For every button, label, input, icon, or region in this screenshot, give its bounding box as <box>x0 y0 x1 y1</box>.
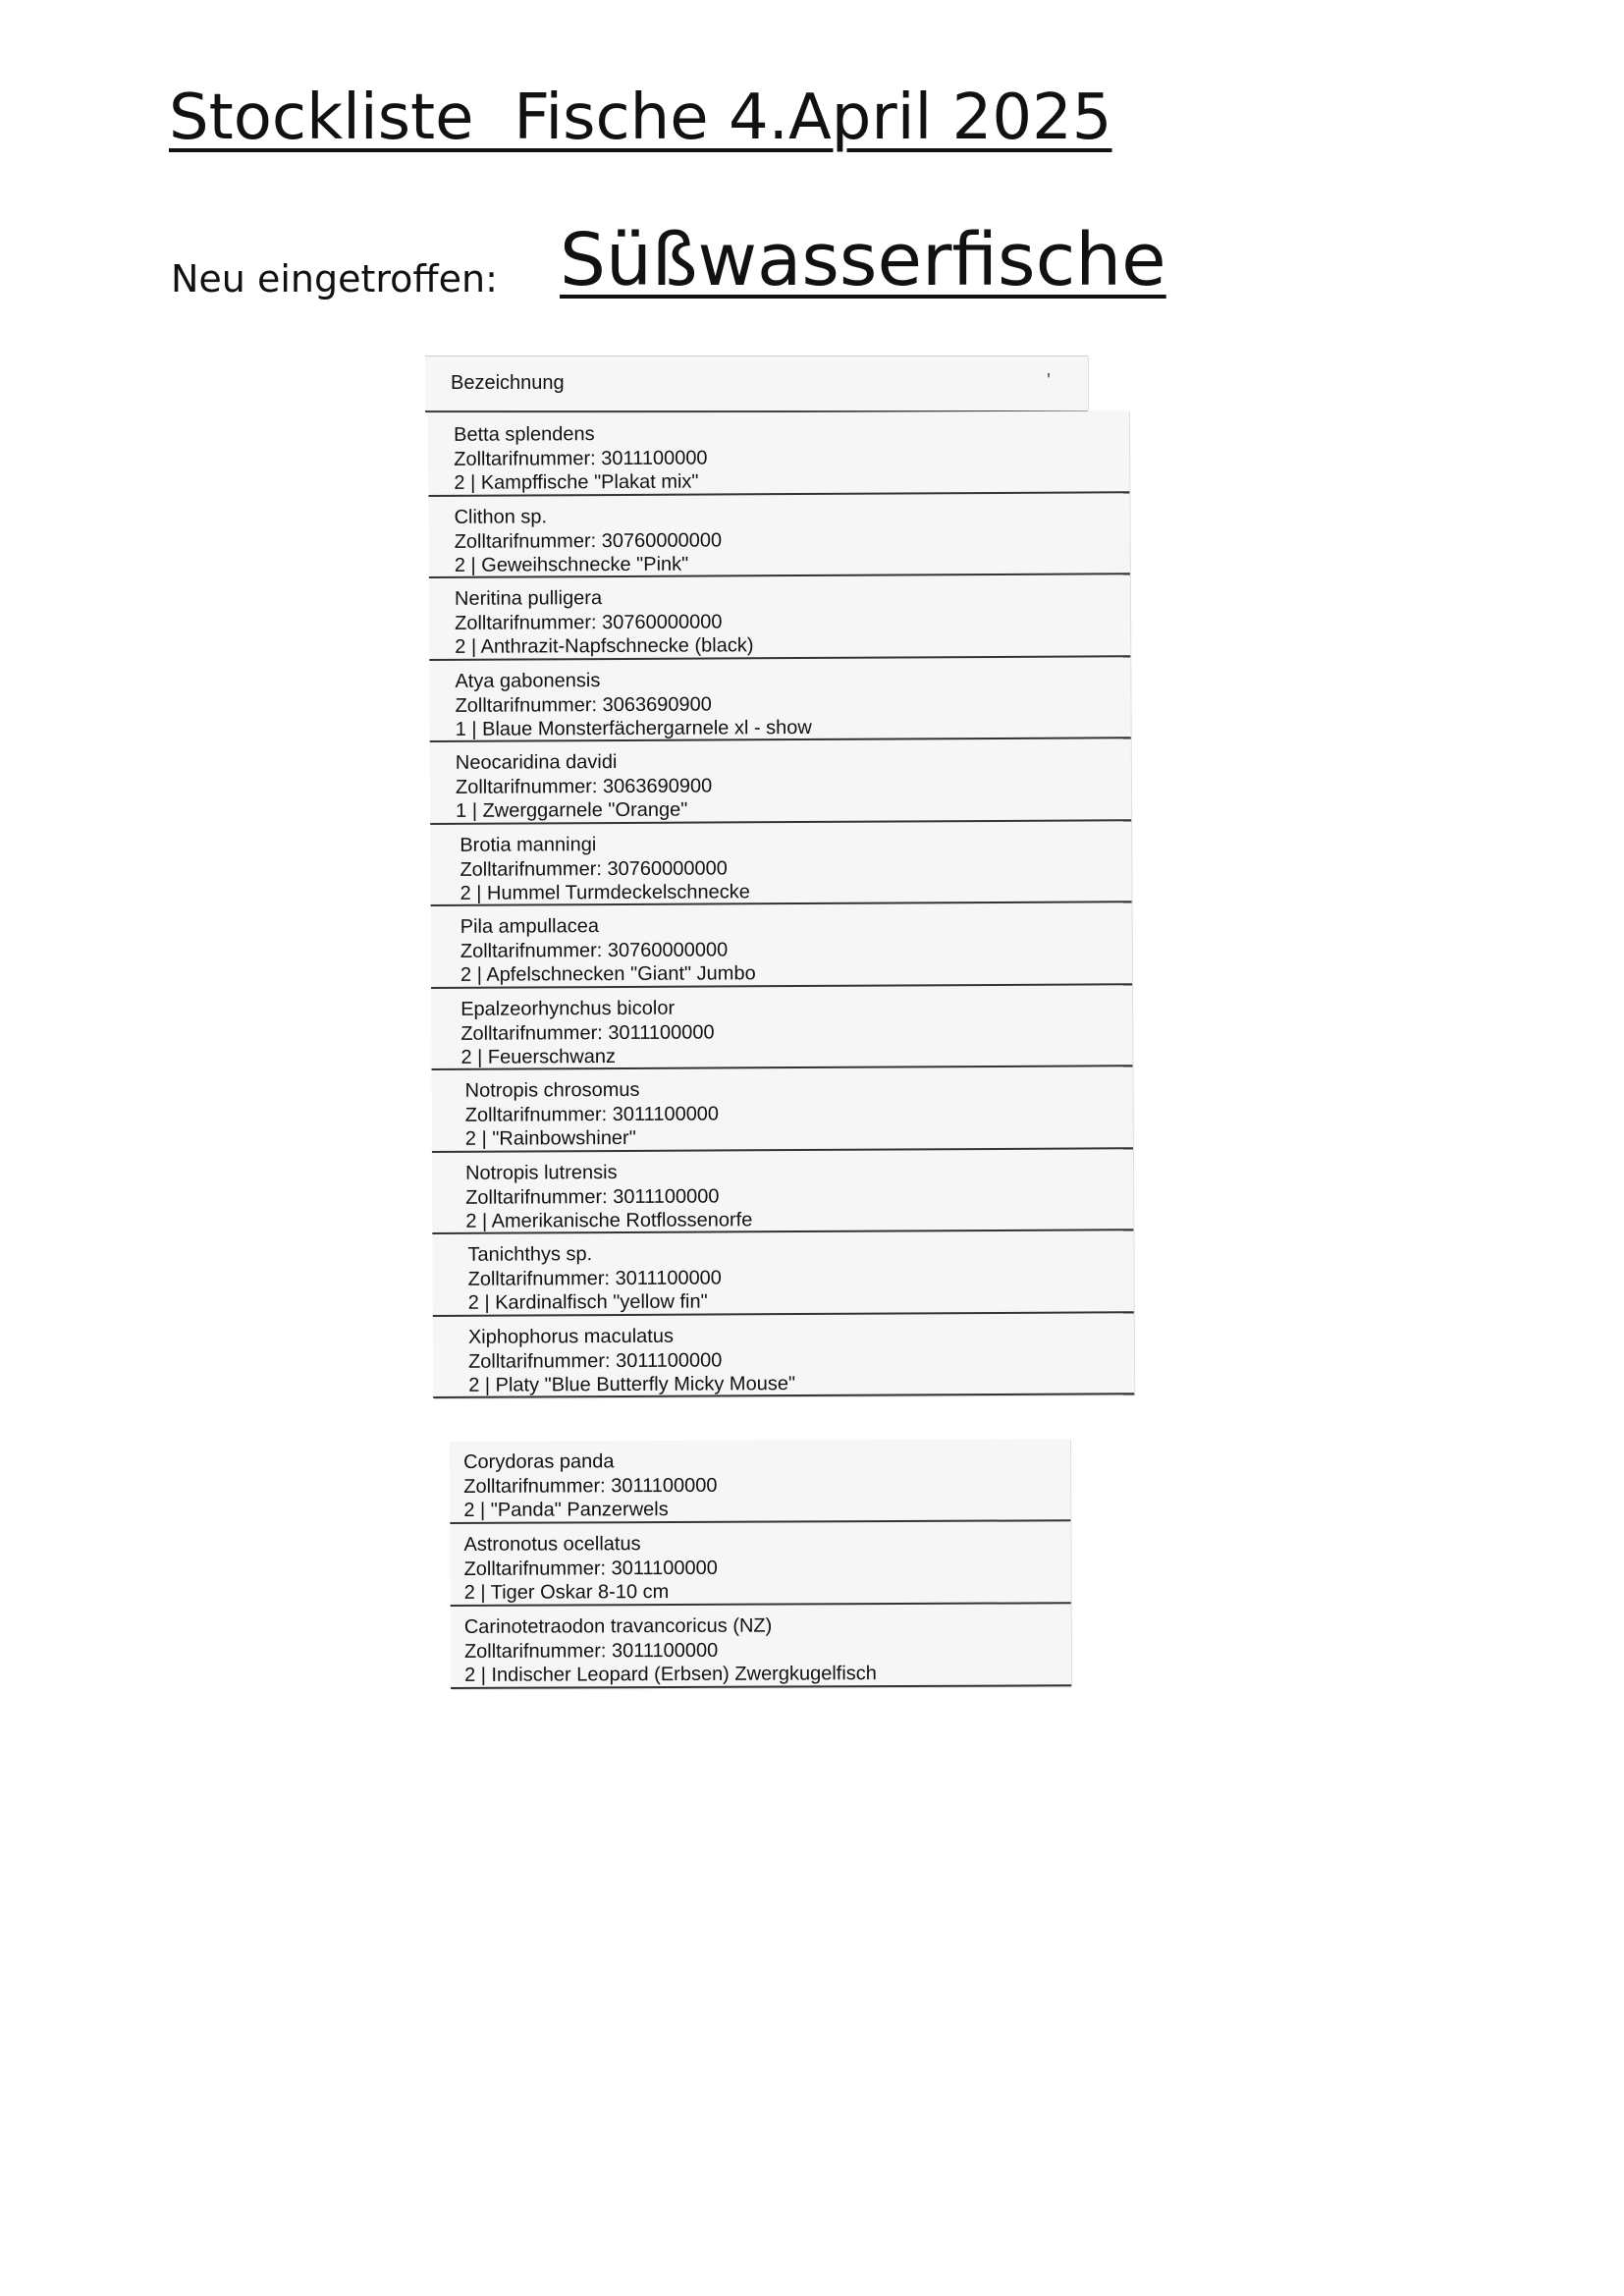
header-mark: ' <box>1047 370 1051 392</box>
species-name: Tanichthys sp. <box>467 1243 593 1266</box>
list-item <box>428 410 1129 496</box>
list-item <box>451 1604 1071 1689</box>
list-item <box>429 574 1130 660</box>
tariff-number: Zolltarifnummer: 3011100000 <box>464 1103 720 1126</box>
list-item <box>432 1149 1133 1234</box>
item-description: 2 | Platy "Blue Butterfly Micky Mouse" <box>468 1372 796 1396</box>
item-description: 2 | Geweihschnecke "Pink" <box>454 553 689 576</box>
species-name: Betta splendens <box>454 423 595 446</box>
item-description: 2 | Hummel Turmdeckelschnecke <box>460 880 750 904</box>
list-item <box>433 1313 1134 1398</box>
species-name: Corydoras panda <box>463 1450 615 1473</box>
tariff-number: Zolltarifnummer: 3011100000 <box>463 1639 719 1663</box>
list-item <box>429 657 1130 742</box>
tariff-number: Zolltarifnummer: 3011100000 <box>465 1184 720 1209</box>
item-description: 1 | Blaue Monsterfächergarnele xl - show <box>455 716 812 740</box>
list-item <box>432 1230 1133 1316</box>
tariff-number: Zolltarifnummer: 30760000000 <box>460 939 729 962</box>
species-name: Clithon sp. <box>454 505 548 528</box>
tariff-number: Zolltarifnummer: 3063690900 <box>455 692 712 717</box>
item-description: 2 | "Rainbowshiner" <box>464 1126 636 1150</box>
tariff-number: Zolltarifnummer: 3011100000 <box>463 1474 718 1498</box>
tariff-number: Zolltarifnummer: 30760000000 <box>454 528 723 553</box>
species-name: Pila ampullacea <box>460 915 599 938</box>
species-name: Neritina pulligera <box>454 587 603 610</box>
category-heading: Süßwasserfische <box>560 218 1166 302</box>
tariff-number: Zolltarifnummer: 3011100000 <box>467 1348 723 1373</box>
stock-list-group-one <box>428 410 1134 1398</box>
tariff-number: Zolltarifnummer: 3011100000 <box>467 1267 722 1290</box>
item-description: 2 | Tiger Oskar 8-10 cm <box>463 1581 670 1604</box>
tariff-number: Zolltarifnummer: 3011100000 <box>463 1557 718 1580</box>
species-name: Atya gabonensis <box>455 669 601 692</box>
subtitle-label: Neu eingetroffen: <box>171 257 498 301</box>
species-name: Brotia manningi <box>460 833 597 856</box>
item-description: 2 | Amerikanische Rotflossenorfe <box>465 1208 753 1232</box>
item-description: 2 | Kardinalfisch "yellow fin" <box>467 1290 708 1314</box>
item-description: 2 | "Panda" Panzerwels <box>463 1499 669 1521</box>
list-item <box>430 821 1131 906</box>
item-description: 2 | Feuerschwanz <box>460 1045 616 1068</box>
tariff-number: Zolltarifnummer: 3063690900 <box>455 775 713 798</box>
item-description: 1 | Zwerggarnele "Orange" <box>456 798 688 822</box>
species-name: Neocaridina davidi <box>455 750 618 774</box>
list-item <box>430 738 1131 824</box>
list-item <box>428 493 1129 578</box>
list-item <box>450 1521 1070 1607</box>
species-name: Carinotetraodon travancoricus (NZ) <box>463 1614 773 1638</box>
list-item <box>431 902 1132 988</box>
tariff-number: Zolltarifnummer: 3011100000 <box>454 447 708 470</box>
stock-list-group-two <box>450 1439 1071 1689</box>
table-header <box>425 355 1088 412</box>
list-item <box>450 1439 1070 1524</box>
item-description: 2 | Anthrazit-Napfschnecke (black) <box>455 634 754 658</box>
tariff-number: Zolltarifnummer: 30760000000 <box>460 856 728 881</box>
species-name: Notropis lutrensis <box>464 1161 618 1184</box>
tariff-number: Zolltarifnummer: 30760000000 <box>455 611 723 634</box>
page-title: Stockliste Fische 4.April 2025 <box>169 82 1112 154</box>
column-header-bezeichnung: Bezeichnung <box>451 372 565 394</box>
tariff-number: Zolltarifnummer: 3011100000 <box>460 1020 715 1045</box>
list-item <box>431 1066 1132 1152</box>
item-description: 2 | Kampffische "Plakat mix" <box>454 470 699 494</box>
species-name: Notropis chrosomus <box>464 1078 640 1102</box>
item-description: 2 | Indischer Leopard (Erbsen) Zwergkugelfisch <box>463 1663 877 1686</box>
species-name: Epalzeorhynchus bicolor <box>460 997 676 1020</box>
species-name: Astronotus ocellatus <box>463 1533 641 1556</box>
list-item <box>431 985 1132 1070</box>
item-description: 2 | Apfelschnecken "Giant" Jumbo <box>460 962 756 986</box>
species-name: Xiphophorus maculatus <box>467 1325 674 1348</box>
